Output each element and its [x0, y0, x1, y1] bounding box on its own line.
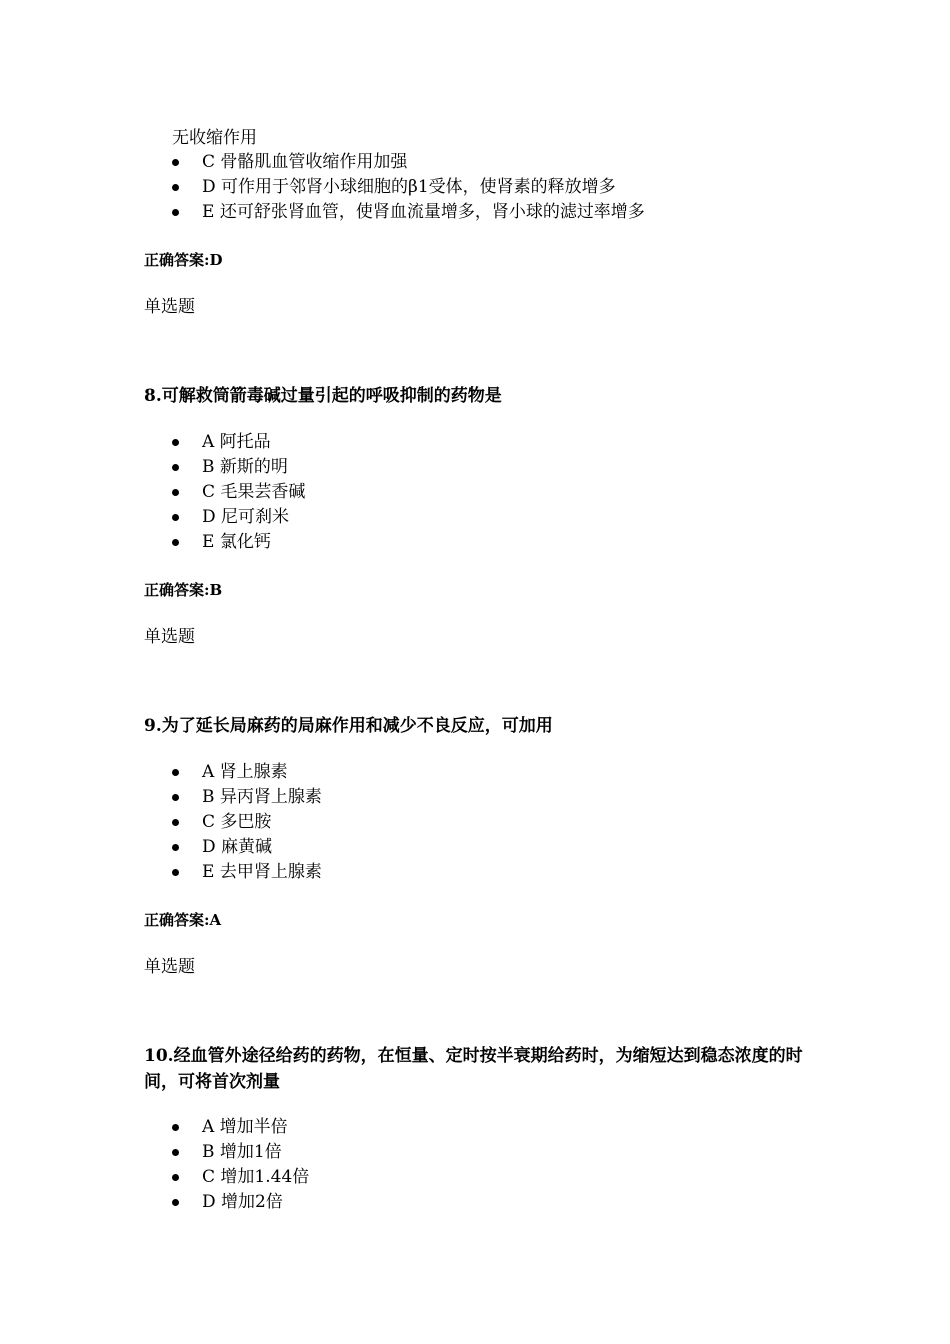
document-page: 无收缩作用 C 骨骼肌血管收缩作用加强 D 可作用于邻肾小球细胞的β1受体，使肾素的释放增多 E 还可舒张肾血管，使肾血流量增多，肾小球的滤过率增多 正确答案:D 单选题 8.可解救筒箭毒碱过量引起的呼吸抑制的药物是 A 阿托品 B 新斯的明 C 毛果芸香碱 D 尼可刹米 E 氯化钙 正确答案:B 单选题 9.为了延长局麻药的局麻作用和减少不良反应，可加用 A 肾上腺素 B 异丙肾上腺素 C 多巴胺 D 麻黄碱 E 去甲肾上腺素 正确答案:A 单选题 10.经血管外途径给药的药物，在恒量、定时按半衰期给药时，为缩短达到稳态浓度的时间，可将首次剂量 A 增加半倍 B 增加1倍 C 增加1.44倍 D 增加2倍	[0, 0, 950, 1344]
bullet-icon	[172, 514, 179, 521]
q9-answer: 正确答案:A	[144, 911, 222, 929]
q7-answer: 正确答案:D	[144, 251, 223, 269]
q8-answer: 正确答案:B	[144, 581, 223, 599]
bullet-icon	[172, 1174, 179, 1181]
q9-type-label: 单选题	[144, 627, 195, 647]
bullet-icon	[172, 439, 179, 446]
bullet-icon	[172, 159, 179, 166]
bullet-icon	[172, 464, 179, 471]
bullet-icon	[172, 1149, 179, 1156]
bullet-icon	[172, 844, 179, 851]
bullet-icon	[172, 209, 179, 216]
bullet-icon	[172, 489, 179, 496]
q9-question-title: 9.为了延长局麻药的局麻作用和减少不良反应，可加用	[144, 716, 553, 736]
bullet-icon	[172, 539, 179, 546]
bullet-icon	[172, 869, 179, 876]
q8-type-label: 单选题	[144, 297, 195, 317]
bullet-icon	[172, 819, 179, 826]
bullet-icon	[172, 794, 179, 801]
bullet-icon	[172, 769, 179, 776]
option-continuation: 无收缩作用	[172, 128, 257, 148]
bullet-icon	[172, 1124, 179, 1131]
q10-question-title: 10.经血管外途径给药的药物，在恒量、定时按半衰期给药时，为缩短达到稳态浓度的时间，可将首次剂量	[144, 1046, 803, 1092]
q8-question-title: 8.可解救筒箭毒碱过量引起的呼吸抑制的药物是	[144, 386, 502, 406]
bullet-icon	[172, 184, 179, 191]
bullet-icon	[172, 1199, 179, 1206]
q10-type-label: 单选题	[144, 957, 195, 977]
